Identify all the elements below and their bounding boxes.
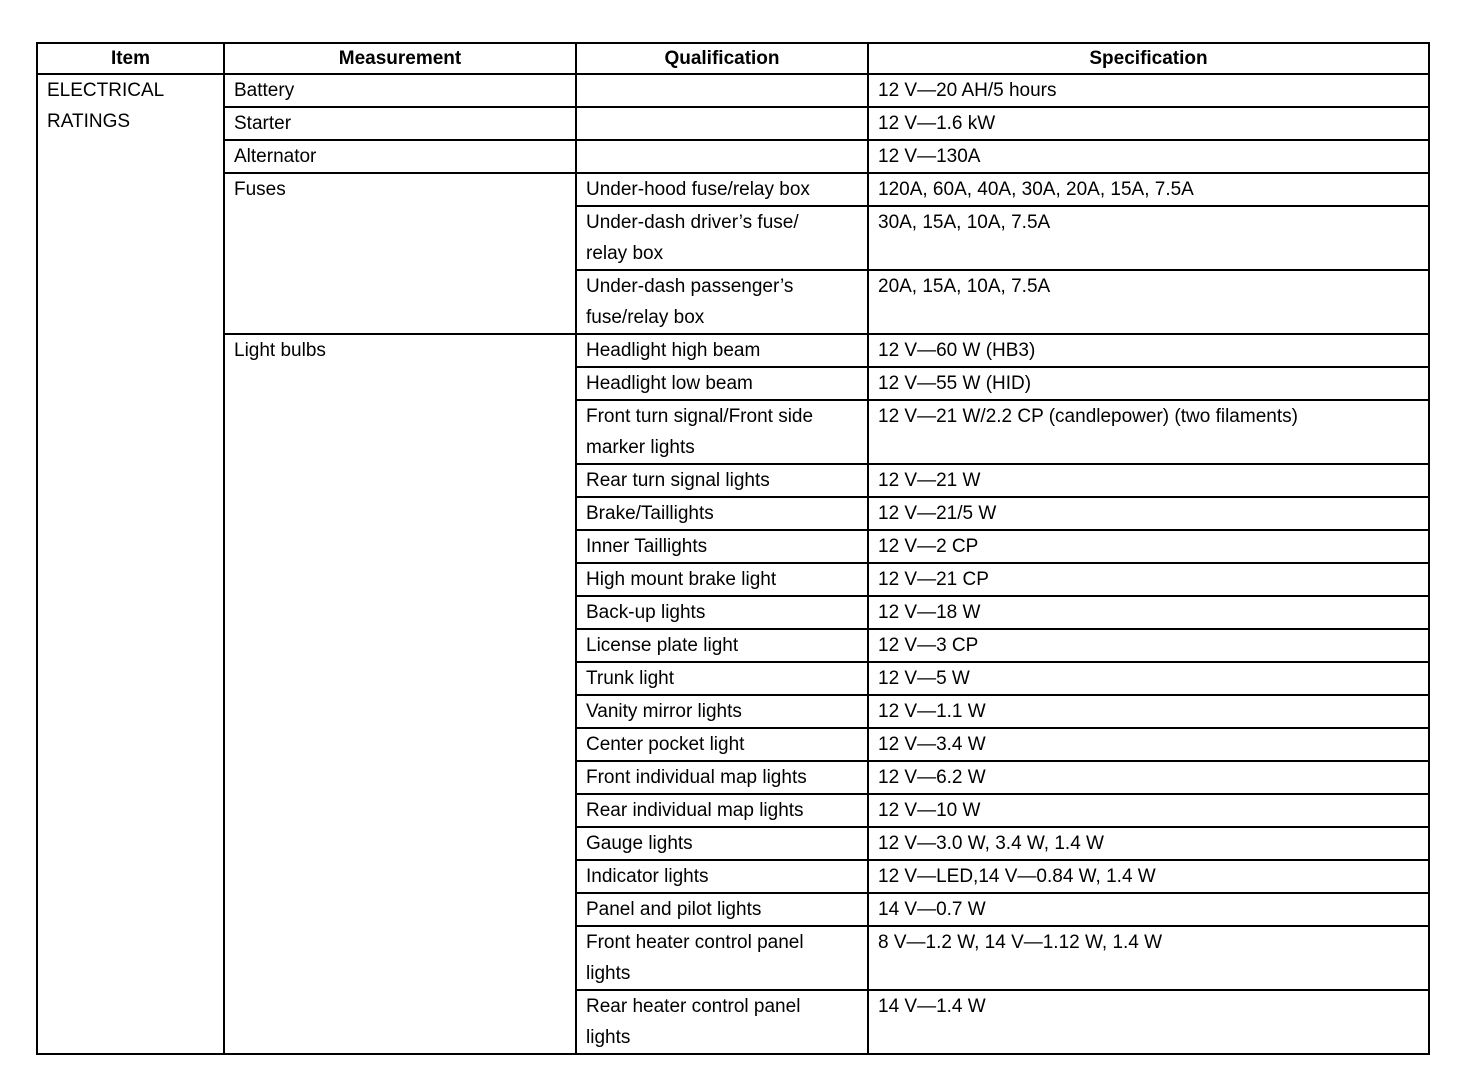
table-header [37, 43, 1429, 74]
qualification-cell: Under-hood fuse/relay box [576, 173, 868, 206]
item-line: ELECTRICAL [47, 80, 165, 101]
qualification-line: Front turn signal/Front side [586, 406, 814, 427]
qualification-cell: High mount brake light [576, 563, 868, 596]
specification-cell: 12 V—LED,14 V—0.84 W, 1.4 W [868, 860, 1429, 893]
measurement-cell: Starter [224, 107, 576, 140]
specification-cell: 20A, 15A, 10A, 7.5A [868, 270, 1429, 334]
qualification-cell: Headlight low beam [576, 367, 868, 400]
qualification-line: Front heater control panel [586, 932, 804, 953]
qualification-cell: Gauge lights [576, 827, 868, 860]
item-cell [37, 74, 224, 1054]
qualification-line: marker lights [586, 437, 695, 458]
measurement-cell: Battery [224, 74, 576, 107]
specification-cell: 12 V—2 CP [868, 530, 1429, 563]
measurement-cell: Light bulbs [224, 334, 576, 1054]
specification-cell: 12 V—10 W [868, 794, 1429, 827]
header-measurement: Measurement [224, 43, 576, 74]
specification-cell: 12 V—21 W/2.2 CP (candlepower) (two filaments) [868, 400, 1429, 464]
specification-cell: 12 V—18 W [868, 596, 1429, 629]
qualification-cell [576, 400, 868, 464]
qualification-line: Under-dash passenger’s [586, 276, 794, 297]
table-row [37, 107, 1429, 140]
qualification-cell [576, 74, 868, 107]
qualification-cell: Trunk light [576, 662, 868, 695]
qualification-cell: Inner Taillights [576, 530, 868, 563]
qualification-cell: Rear turn signal lights [576, 464, 868, 497]
header-qualification: Qualification [576, 43, 868, 74]
table-row [37, 140, 1429, 173]
qualification-cell [576, 926, 868, 990]
qualification-cell [576, 990, 868, 1054]
specification-cell: 12 V—6.2 W [868, 761, 1429, 794]
specification-cell: 30A, 15A, 10A, 7.5A [868, 206, 1429, 270]
qualification-line: Rear heater control panel [586, 996, 801, 1017]
table-row [37, 74, 1429, 107]
specification-cell: 12 V—1.6 kW [868, 107, 1429, 140]
specification-cell: 120A, 60A, 40A, 30A, 20A, 15A, 7.5A [868, 173, 1429, 206]
qualification-cell: Front individual map lights [576, 761, 868, 794]
qualification-cell: Back-up lights [576, 596, 868, 629]
table-row [37, 173, 1429, 206]
qualification-cell: Rear individual map lights [576, 794, 868, 827]
item-line: RATINGS [47, 111, 131, 132]
qualification-cell [576, 140, 868, 173]
header-specification: Specification [868, 43, 1429, 74]
qualification-line: relay box [586, 243, 664, 264]
qualification-cell: Indicator lights [576, 860, 868, 893]
qualification-cell: Brake/Taillights [576, 497, 868, 530]
header-item: Item [37, 43, 224, 74]
specification-cell: 12 V—3.4 W [868, 728, 1429, 761]
specification-cell: 8 V—1.2 W, 14 V—1.12 W, 1.4 W [868, 926, 1429, 990]
qualification-line: lights [586, 1027, 631, 1048]
qualification-line: Under-dash driver’s fuse/ [586, 212, 799, 233]
specification-cell: 12 V—21 CP [868, 563, 1429, 596]
specification-cell: 12 V—3.0 W, 3.4 W, 1.4 W [868, 827, 1429, 860]
specification-cell: 12 V—55 W (HID) [868, 367, 1429, 400]
qualification-cell: Vanity mirror lights [576, 695, 868, 728]
specification-cell: 12 V—130A [868, 140, 1429, 173]
qualification-cell [576, 107, 868, 140]
header-row [37, 43, 1429, 74]
qualification-cell: Center pocket light [576, 728, 868, 761]
qualification-cell: Headlight high beam [576, 334, 868, 367]
specification-cell: 12 V—21/5 W [868, 497, 1429, 530]
specification-cell: 12 V—60 W (HB3) [868, 334, 1429, 367]
qualification-cell [576, 206, 868, 270]
specification-cell: 12 V—21 W [868, 464, 1429, 497]
qualification-line: fuse/relay box [586, 307, 705, 328]
table-row [37, 334, 1429, 367]
table-body [37, 74, 1429, 1054]
specification-cell: 12 V—20 AH/5 hours [868, 74, 1429, 107]
specification-cell: 14 V—0.7 W [868, 893, 1429, 926]
qualification-cell [576, 270, 868, 334]
specification-cell: 14 V—1.4 W [868, 990, 1429, 1054]
specification-cell: 12 V—5 W [868, 662, 1429, 695]
measurement-cell: Fuses [224, 173, 576, 334]
qualification-cell: Panel and pilot lights [576, 893, 868, 926]
qualification-line: lights [586, 963, 631, 984]
specification-cell: 12 V—1.1 W [868, 695, 1429, 728]
electrical-ratings-table [36, 42, 1430, 1055]
specification-cell: 12 V—3 CP [868, 629, 1429, 662]
qualification-cell: License plate light [576, 629, 868, 662]
measurement-cell: Alternator [224, 140, 576, 173]
